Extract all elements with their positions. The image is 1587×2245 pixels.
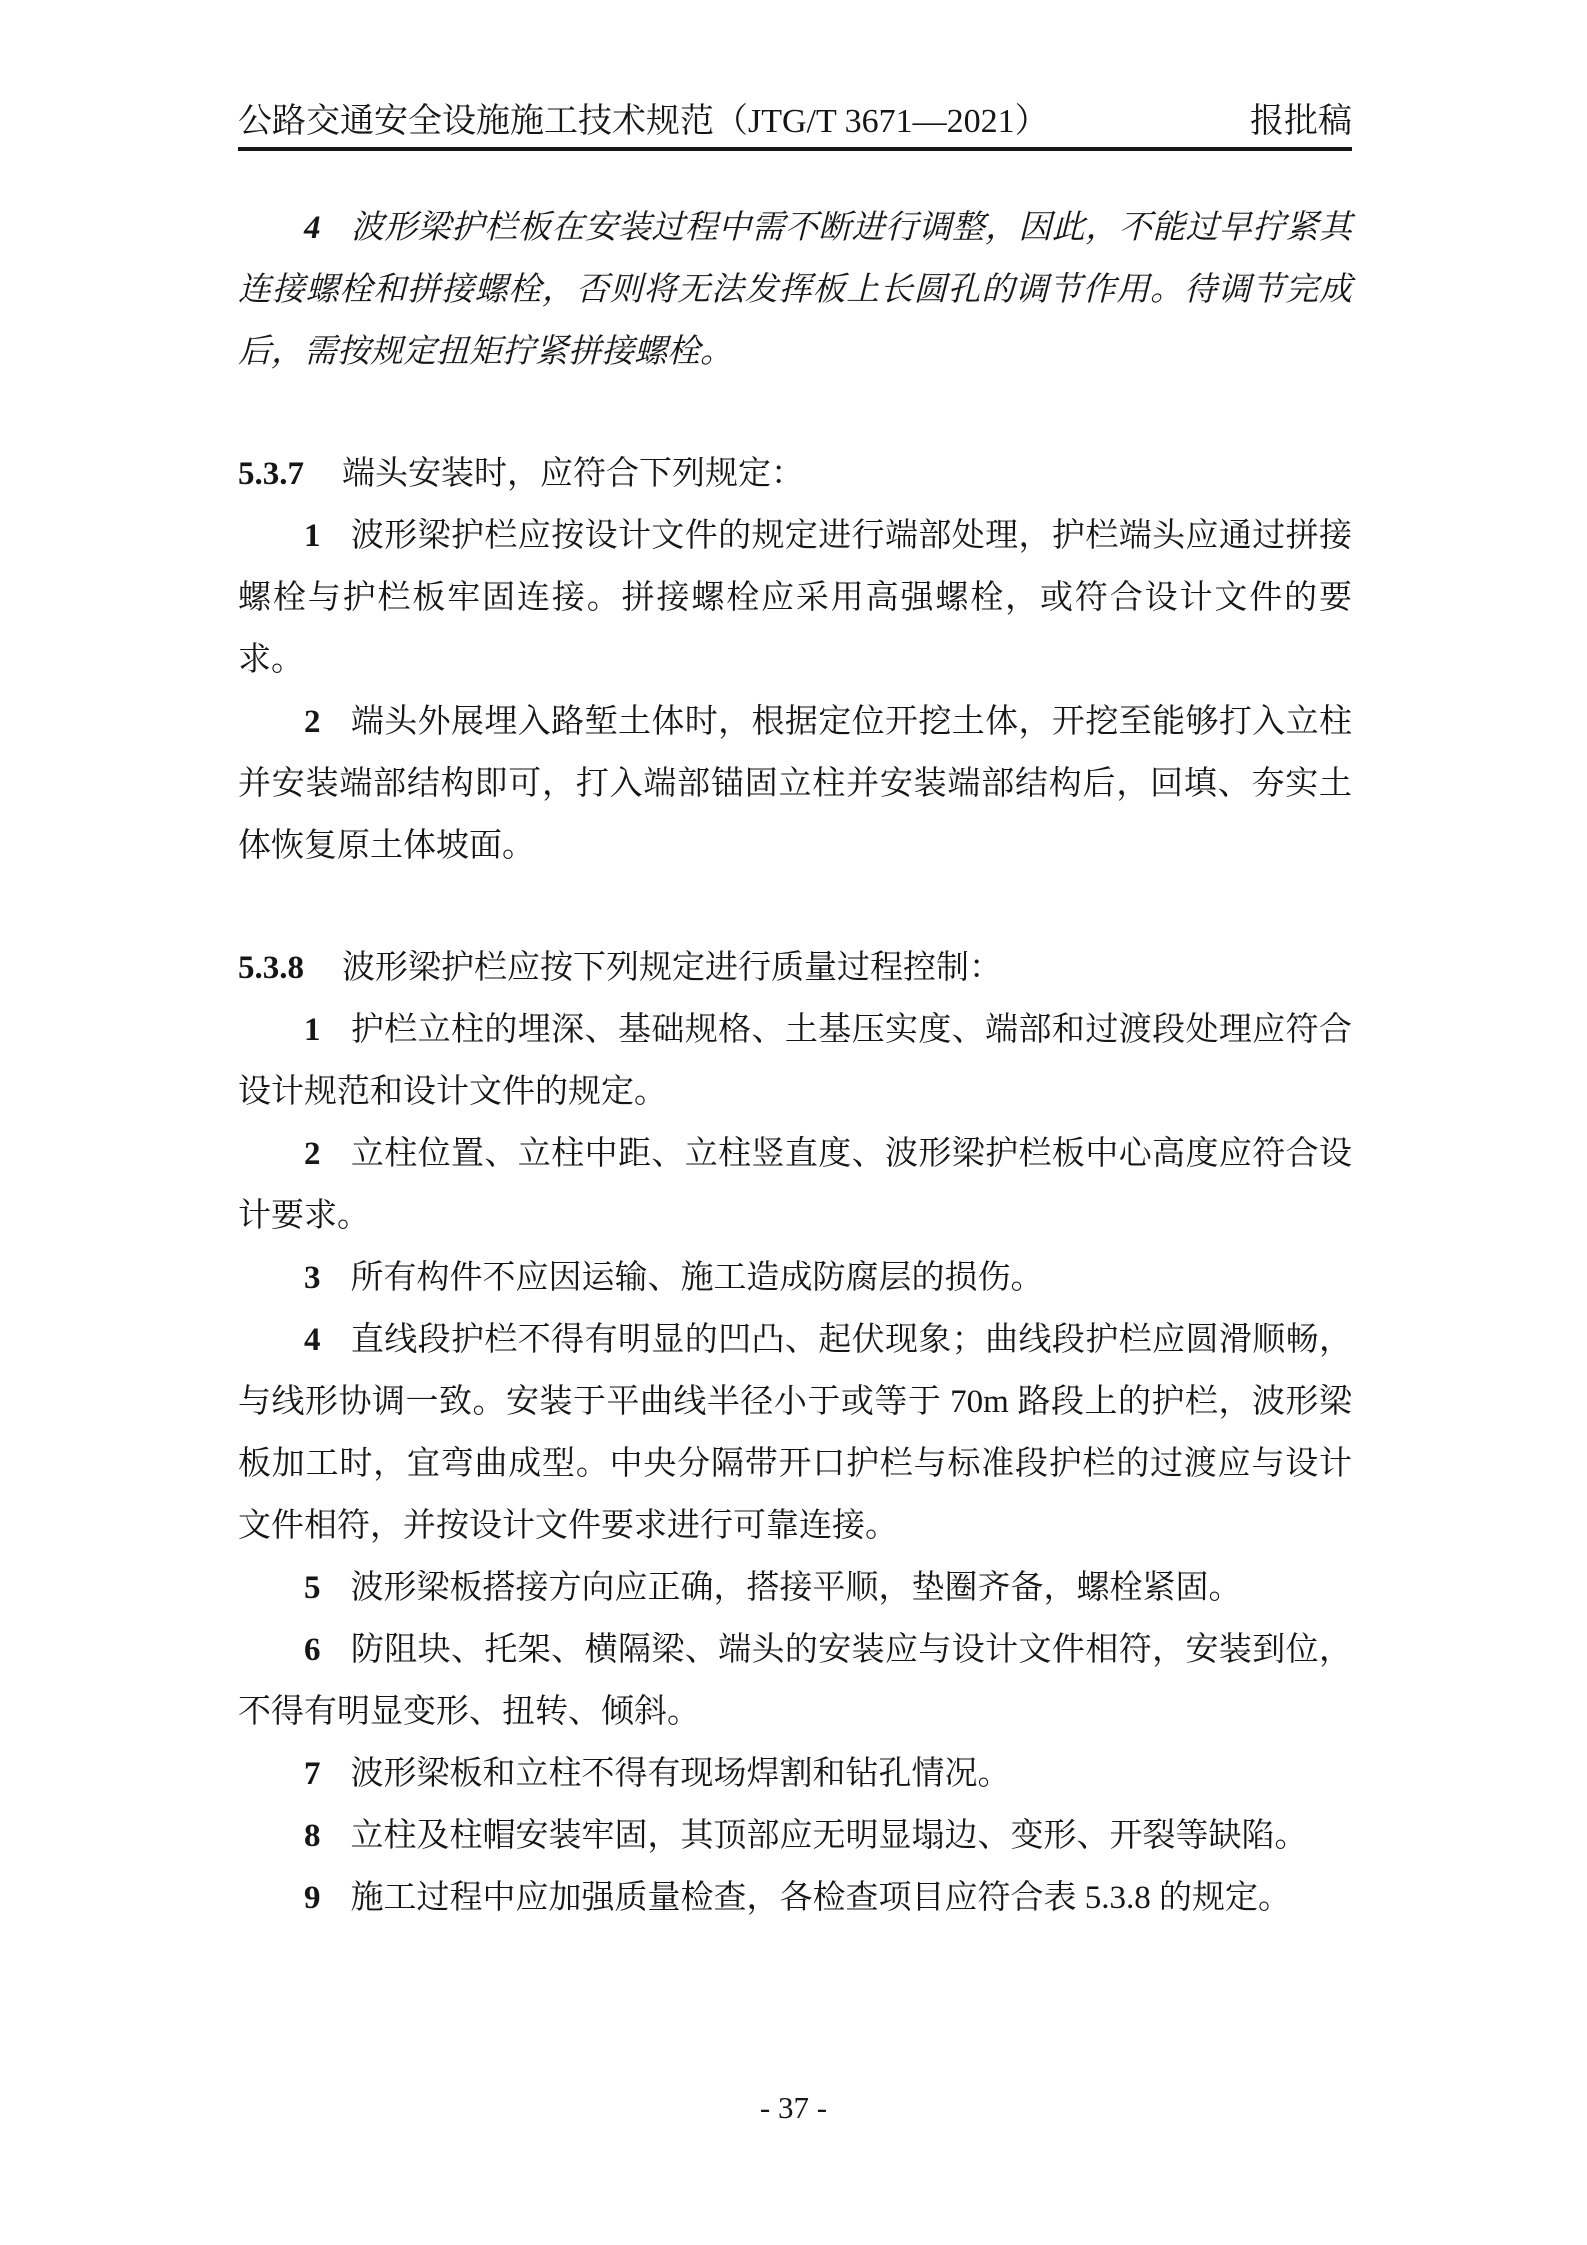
item-number: 4 [304, 1322, 321, 1358]
clause-item [238, 1557, 1352, 1619]
item-text: 施工过程中应加强质量检查，各检查项目应符合表 5.3.8 的规定。 [350, 1880, 1291, 1916]
clause-item [238, 1743, 1352, 1805]
clause-item [238, 691, 1352, 877]
item-number: 8 [304, 1818, 321, 1854]
item-number: 2 [304, 1136, 321, 1172]
item-number: 5 [304, 1570, 321, 1606]
item-text: 直线段护栏不得有明显的凹凸、起伏现象；曲线段护栏应圆滑顺畅，与线形协调一致。安装于平曲线半径小于或等于 70m 路段上的护栏，波形梁板加工时，宜弯曲成型。中央分隔带开口护栏与标准段护栏的过渡应与设计文件相符，并按设计文件要求进行可靠连接。 [238, 1322, 1352, 1544]
item-number: 1 [304, 1012, 321, 1048]
clause-item [238, 999, 1352, 1123]
item-text: 护栏立柱的埋深、基础规格、土基压实度、端部和过渡段处理应符合设计规范和设计文件的规定。 [238, 1012, 1352, 1110]
item-text: 防阻块、托架、横隔梁、端头的安装应与设计文件相符，安装到位，不得有明显变形、扭转、倾斜。 [238, 1632, 1352, 1730]
header-title: 公路交通安全设施施工技术规范（JTG/T 3671—2021） [238, 103, 1049, 140]
page-number: - 37 - [759, 2090, 828, 2125]
section-number: 5.3.7 [238, 456, 304, 492]
section-heading-5-3-8 [238, 937, 1352, 999]
page-content [238, 0, 1352, 1929]
item-text: 波形梁板搭接方向应正确，搭接平顺，垫圈齐备，螺栓紧固。 [350, 1570, 1242, 1606]
clause-item [238, 1619, 1352, 1743]
item-text: 波形梁护栏板在安装过程中需不断进行调整，因此，不能过早拧紧其连接螺栓和拼接螺栓，否则将无法发挥板上长圆孔的调节作用。待调节完成后，需按规定扭矩拧紧拼接螺栓。 [238, 210, 1352, 370]
header-stamp: 报批稿 [1250, 103, 1352, 140]
item-text: 立柱及柱帽安装牢固，其顶部应无明显塌边、变形、开裂等缺陷。 [350, 1818, 1308, 1854]
item-number: 3 [304, 1260, 321, 1296]
item-number: 4 [304, 210, 321, 246]
item-number: 7 [304, 1756, 321, 1792]
item-text: 波形梁板和立柱不得有现场焊割和钻孔情况。 [350, 1756, 1011, 1792]
item-text: 波形梁护栏应按设计文件的规定进行端部处理，护栏端头应通过拼接螺栓与护栏板牢固连接。拼接螺栓应采用高强螺栓，或符合设计文件的要求。 [238, 518, 1352, 678]
section-title: 波形梁护栏应按下列规定进行质量过程控制： [342, 950, 1002, 986]
item-number: 6 [304, 1632, 321, 1668]
section-number: 5.3.8 [238, 950, 304, 986]
item-text: 立柱位置、立柱中距、立柱竖直度、波形梁护栏板中心高度应符合设计要求。 [238, 1136, 1352, 1234]
section-title: 端头安装时，应符合下列规定： [342, 456, 804, 492]
clause-item [238, 1805, 1352, 1867]
clause-item [238, 1867, 1352, 1929]
clause-item [238, 1123, 1352, 1247]
section-heading-5-3-7 [238, 443, 1352, 505]
item-text: 端头外展埋入路堑土体时，根据定位开挖土体，开挖至能够打入立柱并安装端部结构即可，打入端部锚固立柱并安装端部结构后，回填、夯实土体恢复原土体坡面。 [238, 704, 1352, 864]
clause-item [238, 505, 1352, 691]
page-header [238, 0, 1352, 151]
document-body [238, 151, 1352, 1929]
clause-item [238, 1309, 1352, 1557]
clause-item [238, 1247, 1352, 1309]
item-number: 1 [304, 518, 321, 554]
item-number: 9 [304, 1880, 321, 1916]
item-number: 2 [304, 704, 321, 740]
intro-clause-item [238, 197, 1352, 383]
item-text: 所有构件不应因运输、施工造成防腐层的损伤。 [350, 1260, 1044, 1296]
